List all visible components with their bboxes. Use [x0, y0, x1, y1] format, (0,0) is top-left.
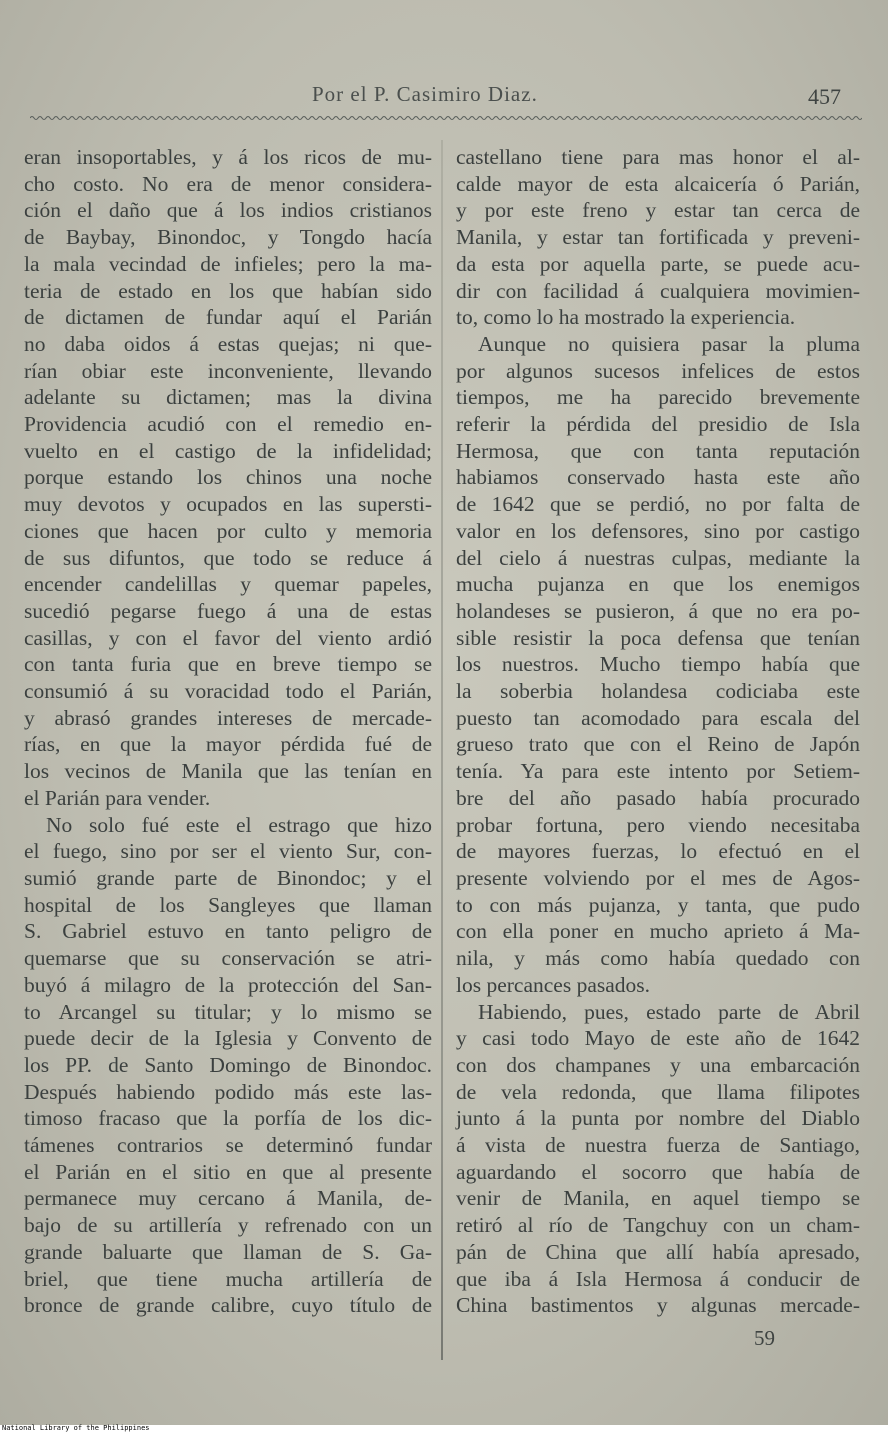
- text-line: de sus difuntos, que todo se reduce á: [24, 545, 432, 570]
- text-line: adelante su dictamen; mas la divina: [24, 385, 432, 410]
- left-text-column: [24, 144, 432, 1319]
- text-line: pán de China que allí había apresado,: [456, 1239, 860, 1264]
- text-line: de mayores fuerzas, lo efectuó en el: [456, 839, 860, 864]
- text-line: junto á la punta por nombre del Diablo: [456, 1106, 860, 1131]
- text-line: Aunque no quisiera pasar la pluma: [478, 331, 860, 356]
- text-line: to, como lo ha mostrado la experiencia.: [456, 305, 796, 330]
- text-line: y casi todo Mayo de este año de 1642: [456, 1026, 860, 1051]
- text-line: teria de estado en los que habían sido: [24, 278, 432, 303]
- text-line: á vista de nuestra fuerza de Santiago,: [456, 1133, 860, 1158]
- text-line: Manila, y estar tan fortificada y preveni-: [456, 225, 860, 250]
- text-line: holandeses se pusieron, á que no era po-: [456, 598, 860, 623]
- text-line: con tanta furia que en breve tiempo se: [24, 652, 432, 677]
- text-line: quemarse que su conservación se atri-: [24, 946, 432, 971]
- text-line: que iba á Isla Hermosa á conducir de: [456, 1266, 860, 1291]
- page-header: [0, 82, 888, 112]
- text-line: da esta por aquella parte, se puede acu-: [456, 251, 860, 276]
- text-line: ciones que hacen por culto y memoria: [24, 518, 432, 543]
- text-line: Hermosa, que con tanta reputación: [456, 438, 860, 463]
- text-line: rías, en que la mayor pérdida fué de: [24, 732, 432, 757]
- text-line: y por este freno y estar tan cerca de: [456, 198, 860, 223]
- text-line: no daba oidos á estas quejas; ni que-: [24, 331, 432, 356]
- text-line: puesto tan acomodado para escala del: [456, 705, 860, 730]
- text-line: y abrasó grandes intereses de mercade-: [24, 705, 432, 730]
- text-line: sucedió pegarse fuego á una de estas: [24, 598, 432, 623]
- text-line: el Parián en el sitio en que al presente: [24, 1159, 432, 1184]
- text-line: China bastimentos y algunas mercade-: [456, 1293, 860, 1318]
- text-line: puede decir de la Iglesia y Convento de: [24, 1026, 432, 1051]
- text-line: rían obiar este inconveniente, llevando: [24, 358, 432, 383]
- footer: [0, 1425, 888, 1433]
- text-line: de vela redonda, que llama filipotes: [456, 1079, 860, 1104]
- page-number: 457: [808, 84, 841, 109]
- text-line: buyó á milagro de la protección del San-: [24, 972, 432, 997]
- text-line: casillas, y con el favor del viento ardió: [24, 625, 432, 650]
- library-credit: National Library of the Philippines: [2, 1424, 150, 1432]
- text-line: los nuestros. Mucho tiempo había que: [456, 652, 860, 677]
- text-line: los vecinos de Manila que las tenían en: [24, 759, 432, 784]
- text-line: timoso fracaso que la porfía de los dic-: [24, 1106, 432, 1131]
- text-line: Providencia acudió con el remedio en-: [24, 412, 432, 437]
- text-line: de Baybay, Binondoc, y Tongdo hacía: [24, 225, 432, 250]
- text-line: calde mayor de esta alcaicería ó Parián,: [456, 171, 860, 196]
- running-head: Por el P. Casimiro Diaz.: [312, 82, 538, 106]
- text-line: valor en los defensores, sino por castigo: [456, 518, 860, 543]
- text-line: bronce de grande calibre, cuyo título de: [24, 1293, 432, 1318]
- text-line: la soberbia holandesa codiciaba este: [456, 679, 860, 704]
- text-line: dir con facilidad á cualquiera movimien-: [456, 278, 860, 303]
- text-line: grueso trato que con el Reino de Japón: [456, 732, 860, 757]
- signature-mark: 59: [754, 1326, 775, 1350]
- text-line: hospital de los Sangleyes que llaman: [24, 892, 432, 917]
- text-line: sumió grande parte de Binondoc; y el: [24, 865, 432, 890]
- text-line: probar fortuna, pero viendo necesitaba: [456, 812, 860, 837]
- text-line: bajo de su artillería y refrenado con un: [24, 1213, 432, 1238]
- text-line: presente volviendo por el mes de Agos-: [456, 865, 860, 890]
- text-line: muy devotos y ocupados en las supersti-: [24, 492, 432, 517]
- text-line: eran insoportables, y á los ricos de mu-: [24, 145, 432, 169]
- text-line: retiró al río de Tangchuy con un cham-: [456, 1213, 860, 1238]
- text-line: támenes contrarios se determinó fundar: [24, 1133, 432, 1158]
- text-line: encender candelillas y quemar papeles,: [24, 572, 432, 597]
- text-line: el Parián para vender.: [24, 785, 211, 810]
- text-line: de dictamen de fundar aquí el Parián: [24, 305, 432, 330]
- gutter-shadow: [441, 140, 443, 1360]
- text-line: permanece muy cercano á Manila, de-: [24, 1186, 432, 1211]
- text-line: de 1642 que se perdió, no por falta de: [456, 492, 860, 517]
- text-line: aguardando el socorro que había de: [456, 1159, 860, 1184]
- text-line: con ella poner en mucho aprieto á Ma-: [456, 919, 860, 944]
- text-line: grande baluarte que llaman de S. Ga-: [24, 1239, 432, 1264]
- text-line: tenía. Ya para este intento por Setiem-: [456, 759, 860, 784]
- text-line: castellano tiene para mas honor el al-: [456, 145, 860, 169]
- text-line: referir la pérdida del presidio de Isla: [456, 412, 860, 437]
- text-line: cho costo. No era de menor considera-: [24, 171, 432, 196]
- text-line: Habiendo, pues, estado parte de Abril: [478, 999, 860, 1024]
- text-line: to con más pujanza, y tanta, que pudo: [456, 892, 860, 917]
- text-line: ción el daño que á los indios cristianos: [24, 198, 432, 223]
- text-line: mucha pujanza en que los enemigos: [456, 572, 860, 597]
- text-line: S. Gabriel estuvo en tanto peligro de: [24, 919, 432, 944]
- text-line: los percances pasados.: [456, 972, 651, 997]
- text-line: la mala vecindad de infieles; pero la ma-: [24, 251, 432, 276]
- text-line: el fuego, sino por ser el viento Sur, con-: [24, 839, 432, 864]
- text-line: habiamos conservado hasta este año: [456, 465, 860, 490]
- text-line: nila, y más como había quedado con: [456, 946, 860, 971]
- text-line: tiempos, me ha parecido brevemente: [456, 385, 860, 410]
- text-line: con dos champanes y una embarcación: [456, 1052, 860, 1077]
- text-line: briel, que tiene mucha artillería de: [24, 1266, 432, 1291]
- text-line: porque estando los chinos una noche: [24, 465, 432, 490]
- text-line: los PP. de Santo Domingo de Binondoc.: [24, 1052, 432, 1077]
- text-line: venir de Manila, en aquel tiempo se: [456, 1186, 860, 1211]
- text-line: vuelto en el castigo de la infidelidad;: [24, 438, 432, 463]
- text-line: del cielo á nuestras culpas, mediante la: [456, 545, 860, 570]
- text-line: No solo fué este el estrago que hizo: [46, 812, 432, 837]
- right-text-column: [456, 144, 860, 1319]
- text-line: to Arcangel su titular; y lo mismo se: [24, 999, 432, 1024]
- text-line: consumió á su voracidad todo el Parián,: [24, 679, 432, 704]
- text-line: Después habiendo podido más este las-: [24, 1079, 432, 1104]
- text-line: bre del año pasado había procurado: [456, 785, 860, 810]
- header-ornamental-rule: [30, 114, 862, 122]
- text-line: sible resistir la poca defensa que tenían: [456, 625, 860, 650]
- text-line: por algunos sucesos infelices de estos: [456, 358, 860, 383]
